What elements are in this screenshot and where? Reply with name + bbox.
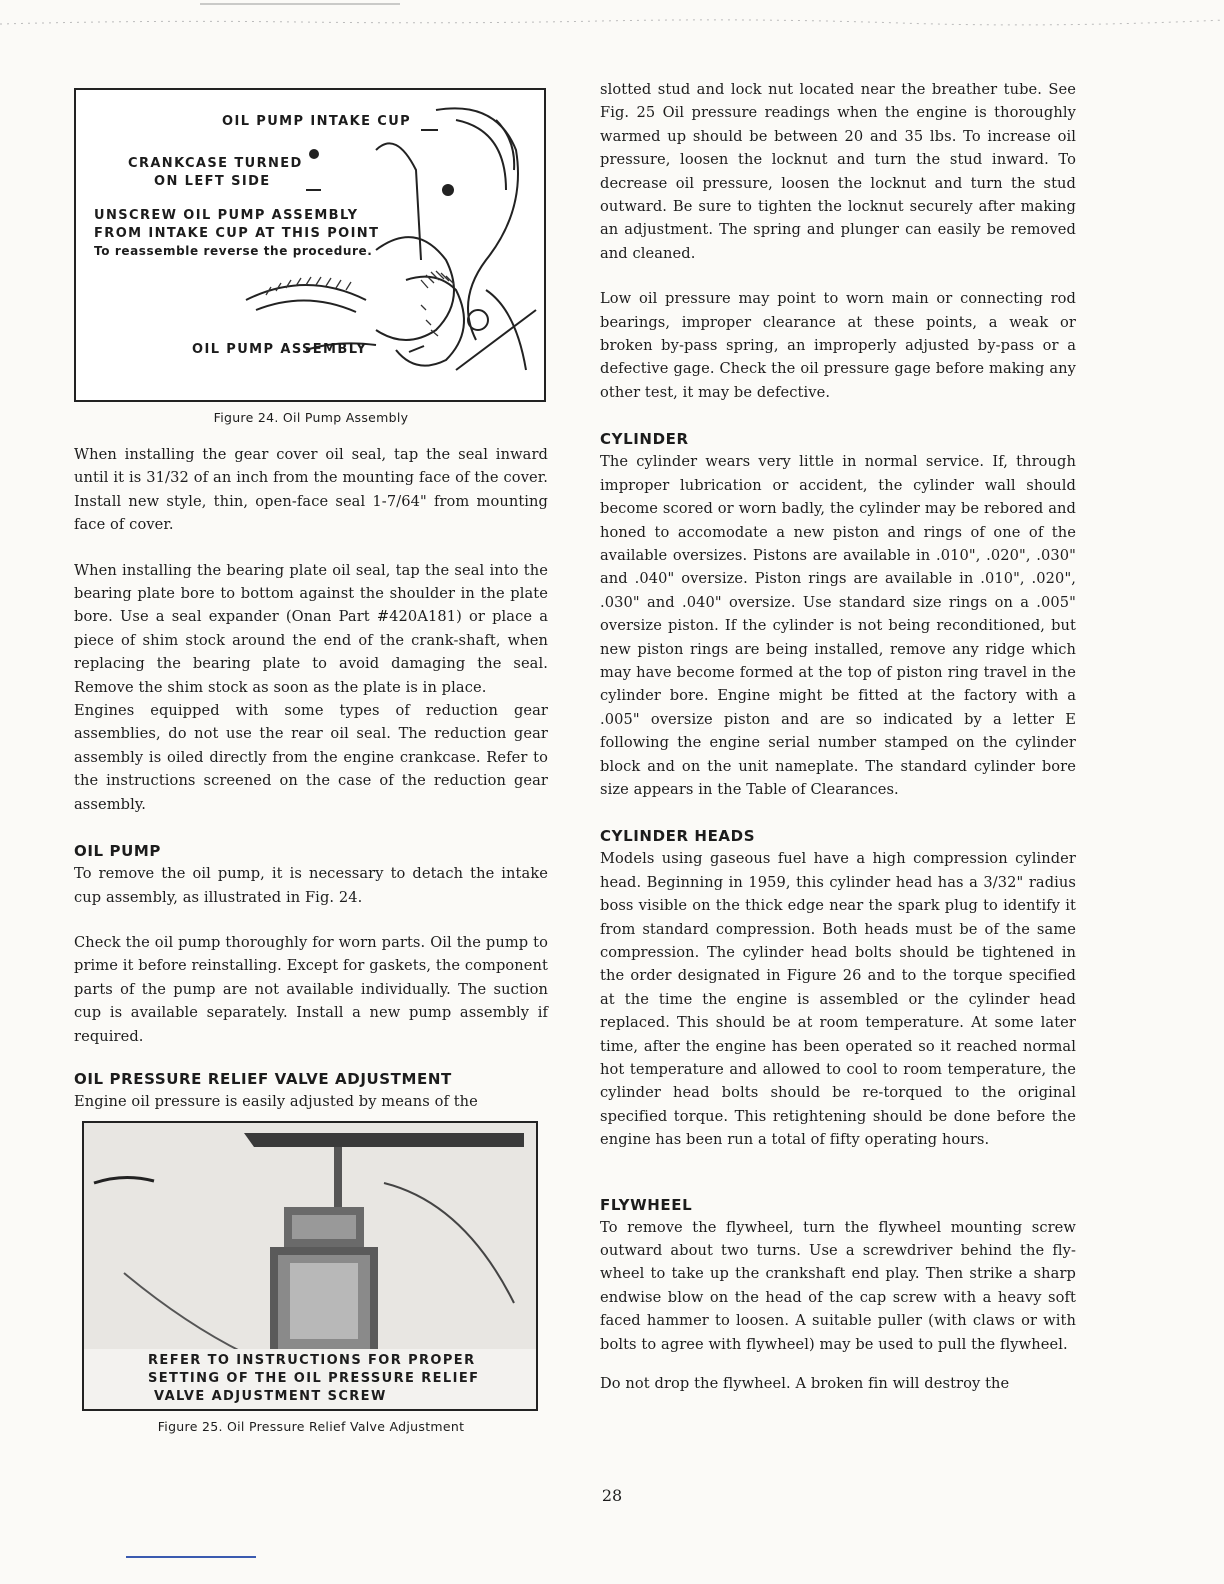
page-number: 28	[601, 1486, 623, 1505]
figure-25-relief-valve	[82, 1121, 538, 1411]
paragraph-flywheel: To remove the flywheel, turn the flywheel mounting screw outward about two turns. Use a screwdriver behind the fly-wheel to take up the crankshaft end play. Then strike a sharp endwise blow on the head of the cap screw with a heavy soft faced hammer to loosen. A suitable puller (with claws or with bolts to agree with flywheel) may be used to pull the flywheel.	[600, 1218, 1076, 1353]
label-crankcase-line1: CRANKCASE TURNED	[128, 156, 303, 171]
heading-relief-valve: OIL PRESSURE RELIEF VALVE ADJUSTMENT	[74, 1069, 452, 1088]
label-refer-line1: REFER TO INSTRUCTIONS FOR PROPER	[148, 1353, 476, 1369]
label-refer-line3: VALVE ADJUSTMENT SCREW	[154, 1389, 387, 1405]
label-unscrew-line2: FROM INTAKE CUP AT THIS POINT	[94, 226, 380, 241]
label-pump-assembly: OIL PUMP ASSEMBLY	[192, 342, 368, 357]
scan-edge-mark	[126, 1556, 256, 1558]
figure-24-caption: Figure 24. Oil Pump Assembly	[213, 410, 409, 425]
label-unscrew-line1: UNSCREW OIL PUMP ASSEMBLY	[94, 208, 359, 223]
paragraph-relief-valve-start: Engine oil pressure is easily adjusted by means of the	[74, 1092, 478, 1110]
right-column	[600, 78, 1076, 1396]
paragraph-oil-pump-check: Check the oil pump thoroughly for worn parts. Oil the pump to prime it before reinstalling. Except for gaskets, the component parts of the pump are not available individually. The suction cup is available separately. Install a new pump assembly if required.	[74, 933, 548, 1045]
left-column	[74, 78, 548, 1452]
paragraph-reduction-gear: Engines equipped with some types of reduction gear assemblies, do not use the rear oil seal. The reduction gear assembly is oiled directly from the engine crankcase. Refer to the instructions screened on the case of the reduction gear assembly.	[74, 702, 548, 813]
label-intake-cup: OIL PUMP INTAKE CUP	[222, 114, 412, 129]
label-crankcase-line2: ON LEFT SIDE	[154, 174, 271, 189]
heading-cylinder-heads: CYLINDER HEADS	[600, 827, 756, 846]
heading-flywheel: FLYWHEEL	[600, 1195, 693, 1214]
figure-24-oil-pump-assembly	[74, 88, 546, 402]
paragraph-flywheel-continued: Do not drop the flywheel. A broken fin will destroy the	[600, 1375, 1010, 1393]
paragraph-cylinder-heads: Models using gaseous fuel have a high compression cylinder head. Beginning in 1959, this cylinder head has a 3/32" radius boss visible on the thick edge near the spark plug to identify it from standard compression. Both heads must be of the same compression. The cylinder head bolts should be tightened in the order designated in Figure 26 and to the torque specified at the time the engine is assembled or the cylinder head replaced. This should be at room temperature. At some later time, after the engine has been operated so it reached normal hot temperature and allowed to cool to room temperature, the cylinder head bolts should be re-torqued to the original specified torque. This retightening should be done before the engine has been run a total of fifty operating hours.	[600, 850, 1076, 1149]
label-reassemble: To reassemble reverse the procedure.	[94, 244, 373, 258]
paragraph-gear-cover-seal: When installing the gear cover oil seal, tap the seal inward until it is 31/32 of an inch from the mounting face of the cover. Install new style, thin, open-face seal 1-7/64" from mounting face of cover.	[74, 446, 548, 534]
heading-oil-pump: OIL PUMP	[74, 842, 162, 861]
paragraph-relief-valve-continued: slotted stud and lock nut located near the breather tube. See Fig. 25 Oil pressure readings when the engine is thoroughly warmed up should be between 20 and 35 lbs. To increase oil pressure, loosen the locknut and turn the stud inward. To decrease oil pressure, loosen the locknut and turn the stud outward. Be sure to tighten the locknut securely after making an adjustment. The spring and plunger can easily be removed and cleaned.	[600, 81, 1076, 262]
paragraph-oil-pump-removal: To remove the oil pump, it is necessary to detach the intake cup assembly, as illustrated in Fig. 24.	[74, 865, 548, 906]
paragraph-bearing-plate-seal: When installing the bearing plate oil seal, tap the seal into the bearing plate bore to bottom against the shoulder in the plate bore. Use a seal expander (Onan Part #420A181) or place a piece of shim stock around the end of the crank-shaft, when replacing the bearing plate to avoid damaging the seal. Remove the shim stock as soon as the plate is in place.	[74, 561, 548, 696]
paragraph-cylinder: The cylinder wears very little in normal service. If, through improper lubrication or accident, the cylinder wall should become scored or worn badly, the cylinder may be rebored and honed to accomodate a new piston and rings of one of the available oversizes. Pistons are available in .010", .020", .030" and .040" oversize. Piston rings are available in .010", .020", .030" and .040" oversize. Use standard size rings on a .005" oversize piston. If the cylinder is not being reconditioned, but new piston rings are being installed, remove any ridge which may have become formed at the top of piston ring travel in the cylinder bore. Engine might be fitted at the factory with a .005" oversize piston and are so indicated by a letter E following the engine serial number stamped on the cylinder block and on the unit nameplate. The standard cylinder bore size appears in the Table of Clearances.	[600, 453, 1076, 798]
figure-25-caption: Figure 25. Oil Pressure Relief Valve Adjustment	[157, 1419, 465, 1435]
heading-cylinder: CYLINDER	[600, 430, 689, 449]
label-refer-line2: SETTING OF THE OIL PRESSURE RELIEF	[148, 1371, 480, 1387]
paragraph-low-oil-pressure: Low oil pressure may point to worn main or connecting rod bearings, improper clearance at these points, a weak or broken by-pass spring, an improperly adjusted by-pass or a defective gage. Check the oil pressure gage before making any other test, it may be defective.	[600, 290, 1076, 401]
scan-edge-artifact	[0, 0, 1224, 30]
